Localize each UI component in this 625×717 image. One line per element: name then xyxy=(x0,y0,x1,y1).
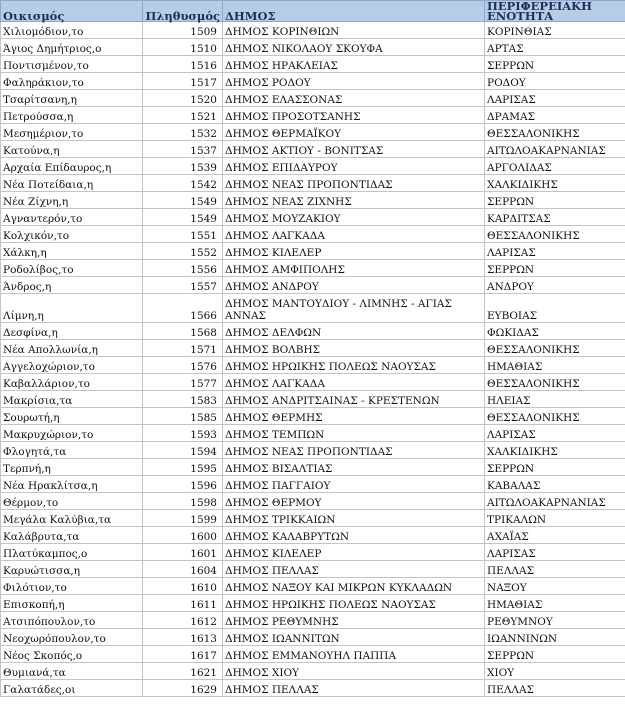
population-cell: 1599 xyxy=(143,510,223,527)
region-cell: ΣΕΡΡΩΝ xyxy=(485,646,625,663)
settlement-cell: Ποντισμένον,το xyxy=(1,56,143,73)
table-row xyxy=(1,192,625,209)
settlement-cell: Άνδρος,η xyxy=(1,277,143,294)
region-cell: ΛΑΡΙΣΑΣ xyxy=(485,243,625,260)
region-cell: ΣΕΡΡΩΝ xyxy=(485,56,625,73)
settlement-cell: Γαλατάδες,οι xyxy=(1,680,143,697)
population-cell: 1537 xyxy=(143,141,223,158)
region-cell: ΘΕΣΣΑΛΟΝΙΚΗΣ xyxy=(485,226,625,243)
region-cell: ΣΕΡΡΩΝ xyxy=(485,260,625,277)
population-cell: 1517 xyxy=(143,73,223,90)
settlement-cell: Πετρούσσα,η xyxy=(1,107,143,124)
table-row xyxy=(1,646,625,663)
settlement-cell: Μεγάλα Καλύβια,τα xyxy=(1,510,143,527)
municipality-cell: ΔΗΜΟΣ ΛΑΓΚΑΔΑ xyxy=(223,226,485,243)
municipality-cell: ΔΗΜΟΣ ΕΜΜΑΝΟΥΗΛ ΠΑΠΠΑ xyxy=(223,646,485,663)
municipality-cell: ΔΗΜΟΣ ΕΛΑΣΣΟΝΑΣ xyxy=(223,90,485,107)
table-row xyxy=(1,374,625,391)
population-cell: 1611 xyxy=(143,595,223,612)
settlement-cell: Κολχικόν,το xyxy=(1,226,143,243)
settlement-cell: Αγγελοχώριον,το xyxy=(1,357,143,374)
settlement-cell: Αγναντερόν,το xyxy=(1,209,143,226)
population-cell: 1576 xyxy=(143,357,223,374)
settlement-cell: Δεσφίνα,η xyxy=(1,323,143,340)
municipality-cell: ΔΗΜΟΣ ΠΡΟΣΟΤΣΑΝΗΣ xyxy=(223,107,485,124)
region-cell: ΑΡΤΑΣ xyxy=(485,39,625,56)
region-cell: ΛΑΡΙΣΑΣ xyxy=(485,90,625,107)
municipality-cell: ΔΗΜΟΣ ΒΟΛΒΗΣ xyxy=(223,340,485,357)
population-cell: 1532 xyxy=(143,124,223,141)
settlement-cell: Καρυώτισσα,η xyxy=(1,561,143,578)
table-row xyxy=(1,493,625,510)
municipality-cell: ΔΗΜΟΣ ΝΑΞΟΥ ΚΑΙ ΜΙΚΡΩΝ ΚΥΚΛΑΔΩΝ xyxy=(223,578,485,595)
region-cell: ΑΡΓΟΛΙΔΑΣ xyxy=(485,158,625,175)
table-row xyxy=(1,209,625,226)
municipality-cell: ΔΗΜΟΣ ΛΑΓΚΑΔΑ xyxy=(223,374,485,391)
settlement-cell: Μακρυχώριον,το xyxy=(1,425,143,442)
population-cell: 1604 xyxy=(143,561,223,578)
header-settlement: Οικισμός xyxy=(1,1,143,22)
municipality-cell: ΔΗΜΟΣ ΧΙΟΥ xyxy=(223,663,485,680)
municipality-cell: ΔΗΜΟΣ ΠΑΓΓΑΙΟΥ xyxy=(223,476,485,493)
municipality-cell: ΔΗΜΟΣ ΑΜΦΙΠΟΛΗΣ xyxy=(223,260,485,277)
municipality-cell: ΔΗΜΟΣ ΝΕΑΣ ΠΡΟΠΟΝΤΙΔΑΣ xyxy=(223,442,485,459)
settlement-cell: Χάλκη,η xyxy=(1,243,143,260)
table-row xyxy=(1,323,625,340)
region-cell: ΧΑΛΚΙΔΙΚΗΣ xyxy=(485,442,625,459)
table-row xyxy=(1,226,625,243)
population-cell: 1598 xyxy=(143,493,223,510)
municipality-cell: ΔΗΜΟΣ ΘΕΡΜΟΥ xyxy=(223,493,485,510)
population-cell: 1516 xyxy=(143,56,223,73)
region-cell: ΣΕΡΡΩΝ xyxy=(485,459,625,476)
region-cell: ΗΜΑΘΙΑΣ xyxy=(485,357,625,374)
settlement-cell: Μεσημέριον,το xyxy=(1,124,143,141)
population-cell: 1629 xyxy=(143,680,223,697)
table-row xyxy=(1,612,625,629)
municipality-cell: ΔΗΜΟΣ ΚΙΛΕΛΕΡ xyxy=(223,544,485,561)
table-row xyxy=(1,260,625,277)
region-cell: ΚΑΡΔΙΤΣΑΣ xyxy=(485,209,625,226)
settlement-cell: Άγιος Δημήτριος,ο xyxy=(1,39,143,56)
population-cell: 1556 xyxy=(143,260,223,277)
municipality-cell: ΔΗΜΟΣ ΤΡΙΚΚΑΙΩΝ xyxy=(223,510,485,527)
table-row xyxy=(1,459,625,476)
table-row xyxy=(1,680,625,697)
settlement-cell: Επισκοπή,η xyxy=(1,595,143,612)
municipality-cell: ΔΗΜΟΣ ΡΕΘΥΜΝΗΣ xyxy=(223,612,485,629)
municipality-cell: ΔΗΜΟΣ ΑΚΤΙΟΥ - ΒΟΝΙΤΣΑΣ xyxy=(223,141,485,158)
municipality-cell: ΔΗΜΟΣ ΜΟΥΖΑΚΙΟΥ xyxy=(223,209,485,226)
municipality-cell: ΔΗΜΟΣ ΗΡΩΙΚΗΣ ΠΟΛΕΩΣ ΝΑΟΥΣΑΣ xyxy=(223,595,485,612)
municipality-cell: ΔΗΜΟΣ ΔΕΛΦΩΝ xyxy=(223,323,485,340)
settlement-cell: Κατούνα,η xyxy=(1,141,143,158)
table-row xyxy=(1,357,625,374)
settlement-cell: Μακρίσια,τα xyxy=(1,391,143,408)
region-cell: ΗΜΑΘΙΑΣ xyxy=(485,595,625,612)
header-region: ΠΕΡΙΦΕΡΕΙΑΚΗ ΕΝΟΤΗΤΑ xyxy=(485,1,625,22)
municipality-cell: ΔΗΜΟΣ ΚΟΡΙΝΘΙΩΝ xyxy=(223,22,485,39)
population-cell: 1617 xyxy=(143,646,223,663)
table-row xyxy=(1,425,625,442)
municipality-cell: ΔΗΜΟΣ ΘΕΡΜΗΣ xyxy=(223,408,485,425)
table-row xyxy=(1,56,625,73)
settlement-cell: Τσαρίτσανη,η xyxy=(1,90,143,107)
population-cell: 1601 xyxy=(143,544,223,561)
municipality-cell: ΔΗΜΟΣ ΝΕΑΣ ΠΡΟΠΟΝΤΙΔΑΣ xyxy=(223,175,485,192)
municipality-cell: ΔΗΜΟΣ ΙΩΑΝΝΙΤΩΝ xyxy=(223,629,485,646)
table-row xyxy=(1,663,625,680)
settlement-cell: Νέος Σκοπός,ο xyxy=(1,646,143,663)
table-row xyxy=(1,408,625,425)
region-cell: ΑΝΔΡΟΥ xyxy=(485,277,625,294)
region-cell: ΧΙΟΥ xyxy=(485,663,625,680)
region-cell: ΗΛΕΙΑΣ xyxy=(485,391,625,408)
population-cell: 1600 xyxy=(143,527,223,544)
settlement-cell: Νέα Ζίχνη,η xyxy=(1,192,143,209)
table-row xyxy=(1,107,625,124)
settlement-cell: Ροδολίβος,το xyxy=(1,260,143,277)
table-row xyxy=(1,294,625,323)
table-row xyxy=(1,391,625,408)
region-cell: ΡΕΘΥΜΝΟΥ xyxy=(485,612,625,629)
population-cell: 1551 xyxy=(143,226,223,243)
settlement-cell: Νέα Ποτείδαια,η xyxy=(1,175,143,192)
municipality-cell: ΔΗΜΟΣ ΘΕΡΜΑΪΚΟΥ xyxy=(223,124,485,141)
population-cell: 1549 xyxy=(143,209,223,226)
table-row xyxy=(1,527,625,544)
region-cell: ΕΥΒΟΙΑΣ xyxy=(485,294,625,323)
population-cell: 1612 xyxy=(143,612,223,629)
table-row xyxy=(1,243,625,260)
population-cell: 1596 xyxy=(143,476,223,493)
municipality-cell: ΔΗΜΟΣ ΚΑΛΑΒΡΥΤΩΝ xyxy=(223,527,485,544)
population-cell: 1577 xyxy=(143,374,223,391)
region-cell: ΑΙΤΩΛΟΑΚΑΡΝΑΝΙΑΣ xyxy=(485,141,625,158)
region-cell: ΤΡΙΚΑΛΩΝ xyxy=(485,510,625,527)
population-cell: 1571 xyxy=(143,340,223,357)
region-cell: ΘΕΣΣΑΛΟΝΙΚΗΣ xyxy=(485,374,625,391)
municipality-cell: ΔΗΜΟΣ ΒΙΣΑΛΤΙΑΣ xyxy=(223,459,485,476)
population-cell: 1585 xyxy=(143,408,223,425)
settlement-cell: Νεοχωρόπουλον,το xyxy=(1,629,143,646)
region-cell: ΠΕΛΛΑΣ xyxy=(485,680,625,697)
region-cell: ΚΟΡΙΝΘΙΑΣ xyxy=(485,22,625,39)
region-cell: ΛΑΡΙΣΑΣ xyxy=(485,544,625,561)
table-row xyxy=(1,39,625,56)
municipality-cell: ΔΗΜΟΣ ΜΑΝΤΟΥΔΙΟΥ - ΛΙΜΝΗΣ - ΑΓΙΑΣ ΑΝΝΑΣ xyxy=(223,294,485,323)
municipality-cell: ΔΗΜΟΣ ΤΕΜΠΩΝ xyxy=(223,425,485,442)
table-row xyxy=(1,578,625,595)
population-cell: 1613 xyxy=(143,629,223,646)
population-cell: 1552 xyxy=(143,243,223,260)
table-row xyxy=(1,90,625,107)
header-row xyxy=(1,1,625,22)
settlement-cell: Φιλότιον,το xyxy=(1,578,143,595)
settlement-cell: Φαληράκιον,το xyxy=(1,73,143,90)
population-cell: 1593 xyxy=(143,425,223,442)
settlement-cell: Αρχαία Επίδαυρος,η xyxy=(1,158,143,175)
region-cell: ΝΑΞΟΥ xyxy=(485,578,625,595)
settlement-cell: Τερπνή,η xyxy=(1,459,143,476)
settlement-cell: Θέρμον,το xyxy=(1,493,143,510)
settlement-cell: Ατσιπόπουλον,το xyxy=(1,612,143,629)
settlement-cell: Καβαλλάριον,το xyxy=(1,374,143,391)
settlement-cell: Σουρωτή,η xyxy=(1,408,143,425)
table-row xyxy=(1,22,625,39)
municipality-cell: ΔΗΜΟΣ ΑΝΔΡΙΤΣΑΙΝΑΣ - ΚΡΕΣΤΕΝΩΝ xyxy=(223,391,485,408)
header-population: Πληθυσμός xyxy=(143,1,223,22)
region-cell: ΘΕΣΣΑΛΟΝΙΚΗΣ xyxy=(485,408,625,425)
region-cell: ΡΟΔΟΥ xyxy=(485,73,625,90)
table-header xyxy=(1,1,625,22)
municipality-cell: ΔΗΜΟΣ ΠΕΛΛΑΣ xyxy=(223,680,485,697)
table-row xyxy=(1,277,625,294)
table-row xyxy=(1,476,625,493)
municipality-cell: ΔΗΜΟΣ ΗΡΩΙΚΗΣ ΠΟΛΕΩΣ ΝΑΟΥΣΑΣ xyxy=(223,357,485,374)
region-cell: ΛΑΡΙΣΑΣ xyxy=(485,425,625,442)
table-row xyxy=(1,124,625,141)
settlement-cell: Πλατύκαμπος,ο xyxy=(1,544,143,561)
region-cell: ΙΩΑΝΝΙΝΩΝ xyxy=(485,629,625,646)
table-row xyxy=(1,141,625,158)
population-cell: 1539 xyxy=(143,158,223,175)
population-cell: 1557 xyxy=(143,277,223,294)
region-cell: ΠΕΛΛΑΣ xyxy=(485,561,625,578)
settlement-cell: Χιλιομόδιον,το xyxy=(1,22,143,39)
municipality-cell: ΔΗΜΟΣ ΗΡΑΚΛΕΙΑΣ xyxy=(223,56,485,73)
population-cell: 1521 xyxy=(143,107,223,124)
population-cell: 1568 xyxy=(143,323,223,340)
population-cell: 1542 xyxy=(143,175,223,192)
table-row xyxy=(1,442,625,459)
population-cell: 1621 xyxy=(143,663,223,680)
header-municipality: ΔΗΜΟΣ xyxy=(223,1,485,22)
region-cell: ΦΩΚΙΔΑΣ xyxy=(485,323,625,340)
region-cell: ΘΕΣΣΑΛΟΝΙΚΗΣ xyxy=(485,340,625,357)
table-body xyxy=(1,22,625,697)
settlement-cell: Θυμιανά,τα xyxy=(1,663,143,680)
region-cell: ΔΡΑΜΑΣ xyxy=(485,107,625,124)
region-cell: ΘΕΣΣΑΛΟΝΙΚΗΣ xyxy=(485,124,625,141)
settlement-cell: Νέα Απολλωνία,η xyxy=(1,340,143,357)
settlement-cell: Φλογητά,τα xyxy=(1,442,143,459)
region-cell: ΣΕΡΡΩΝ xyxy=(485,192,625,209)
population-cell: 1566 xyxy=(143,294,223,323)
table-row xyxy=(1,73,625,90)
region-cell: ΑΧΑΪΑΣ xyxy=(485,527,625,544)
population-cell: 1509 xyxy=(143,22,223,39)
municipality-cell: ΔΗΜΟΣ ΕΠΙΔΑΥΡΟΥ xyxy=(223,158,485,175)
population-cell: 1583 xyxy=(143,391,223,408)
table-row xyxy=(1,561,625,578)
table-row xyxy=(1,175,625,192)
table-row xyxy=(1,510,625,527)
region-cell: ΚΑΒΑΛΑΣ xyxy=(485,476,625,493)
settlement-cell: Καλάβρυτα,τα xyxy=(1,527,143,544)
population-cell: 1610 xyxy=(143,578,223,595)
region-cell: ΑΙΤΩΛΟΑΚΑΡΝΑΝΙΑΣ xyxy=(485,493,625,510)
municipality-cell: ΔΗΜΟΣ ΝΕΑΣ ΖΙΧΝΗΣ xyxy=(223,192,485,209)
municipality-cell: ΔΗΜΟΣ ΑΝΔΡΟΥ xyxy=(223,277,485,294)
region-cell: ΧΑΛΚΙΔΙΚΗΣ xyxy=(485,175,625,192)
population-cell: 1549 xyxy=(143,192,223,209)
population-cell: 1510 xyxy=(143,39,223,56)
municipality-cell: ΔΗΜΟΣ ΠΕΛΛΑΣ xyxy=(223,561,485,578)
table-row xyxy=(1,629,625,646)
table-row xyxy=(1,158,625,175)
settlement-cell: Λίμνη,η xyxy=(1,294,143,323)
table-row xyxy=(1,595,625,612)
population-cell: 1520 xyxy=(143,90,223,107)
population-cell: 1595 xyxy=(143,459,223,476)
population-cell: 1594 xyxy=(143,442,223,459)
municipality-cell: ΔΗΜΟΣ ΚΙΛΕΛΕΡ xyxy=(223,243,485,260)
municipality-cell: ΔΗΜΟΣ ΝΙΚΟΛΑΟΥ ΣΚΟΥΦΑ xyxy=(223,39,485,56)
municipality-cell: ΔΗΜΟΣ ΡΟΔΟΥ xyxy=(223,73,485,90)
settlement-cell: Νέα Ηρακλίτσα,η xyxy=(1,476,143,493)
table-row xyxy=(1,544,625,561)
table-row xyxy=(1,340,625,357)
